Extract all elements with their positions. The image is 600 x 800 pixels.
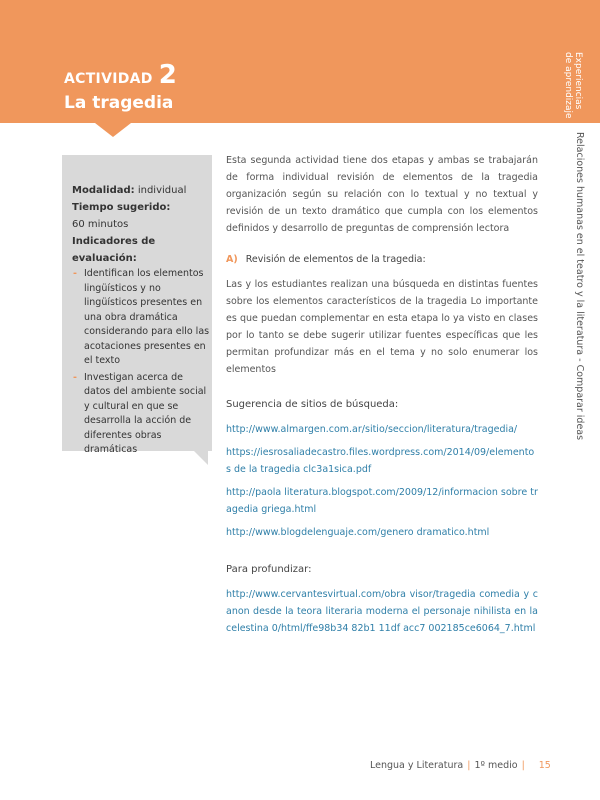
modalidad-value: individual bbox=[137, 185, 187, 196]
section-a-heading bbox=[226, 251, 538, 268]
side-section-label bbox=[563, 52, 583, 119]
footer-divider: | bbox=[521, 760, 525, 771]
info-box-content bbox=[72, 182, 212, 460]
site-link[interactable]: http://www.almargen.com.ar/sitio/seccion/literatura/tragedia/ bbox=[226, 424, 518, 435]
tiempo-label: Tiempo sugerido: bbox=[72, 202, 171, 213]
sites-title: Sugerencia de sitios de búsqueda: bbox=[226, 399, 399, 410]
modalidad-label: Modalidad: bbox=[72, 185, 135, 196]
tiempo-value: 60 minutos bbox=[72, 219, 129, 230]
activity-number: 2 bbox=[158, 60, 178, 90]
main-content bbox=[226, 152, 538, 647]
footer-divider: | bbox=[467, 760, 471, 771]
site-link[interactable]: http://www.blogdelenguaje.com/genero dramatico.html bbox=[226, 527, 490, 538]
page-footer bbox=[370, 760, 551, 771]
section-paragraph: Las y los estudiantes realizan una búsqueda en distintas fuentes sobre los elementos característicos de la tragedia Lo importante es que puedan complementar en esta etapa lo ya visto en clases por lo tanto se debe sugerir utilizar fuentes específicas que les permitan profundizar más en el tema y no solo enumerar los elementos bbox=[226, 279, 538, 375]
list-item: - Identifican los elementos lingüísticos y no lingüísticos presentes en una obra dramática considerando para ello las acotaciones presentes en el texto bbox=[72, 267, 212, 369]
intro-paragraph: Esta segunda actividad tiene dos etapas y ambas se trabajarán de forma individual revisión de elementos de la tragedia organización según su relación con lo textual y no textual y revisión de un texto dramático que cumpla con los elementos definidos y desarrollo de preguntas de comprensión lectora bbox=[226, 155, 538, 234]
indicadores-list bbox=[72, 267, 212, 458]
indicadores-label: Indicadores de evaluación: bbox=[72, 236, 156, 264]
activity-label bbox=[64, 62, 177, 88]
side-section-line1: Experiencias bbox=[573, 52, 583, 110]
list-item: - Investigan acerca de datos del ambiente social y cultural en que se desarrolla la acción de diferentes obras dramáticas bbox=[72, 371, 212, 458]
deepen-link[interactable]: http://www.cervantesvirtual.com/obra visor/tragedia comedia y canon desde la teora literaria moderna el personaje nihilista en la celestina 0/html/ffe98b34 82b1 11df acc7 002185ce6064_7.html bbox=[226, 589, 538, 634]
page-number: 15 bbox=[538, 760, 551, 771]
header-notch bbox=[95, 123, 131, 137]
section-letter: A) bbox=[226, 254, 238, 265]
section-heading: Revisión de elementos de la tragedia: bbox=[245, 254, 426, 265]
activity-label-text: ACTIVIDAD bbox=[64, 71, 153, 87]
deepen-title: Para profundizar: bbox=[226, 564, 312, 575]
page-title: La tragedia bbox=[64, 93, 174, 113]
modalidad-row bbox=[72, 182, 212, 199]
side-chapter-label: Relaciones humanas en el teatro y la literatura - Comparar ideas bbox=[574, 132, 585, 441]
site-link[interactable]: https://iesrosaliadecastro.files.wordpress.com/2014/09/elementos de la tragedia clc3a1sica.pdf bbox=[226, 447, 535, 475]
side-section-line2: de aprendizaje bbox=[563, 52, 573, 119]
site-link[interactable]: http://paola literatura.blogspot.com/2009/12/informacion sobre tragedia griega.html bbox=[226, 487, 538, 515]
footer-grade: 1º medio bbox=[474, 760, 518, 771]
footer-subject: Lengua y Literatura bbox=[370, 760, 464, 771]
